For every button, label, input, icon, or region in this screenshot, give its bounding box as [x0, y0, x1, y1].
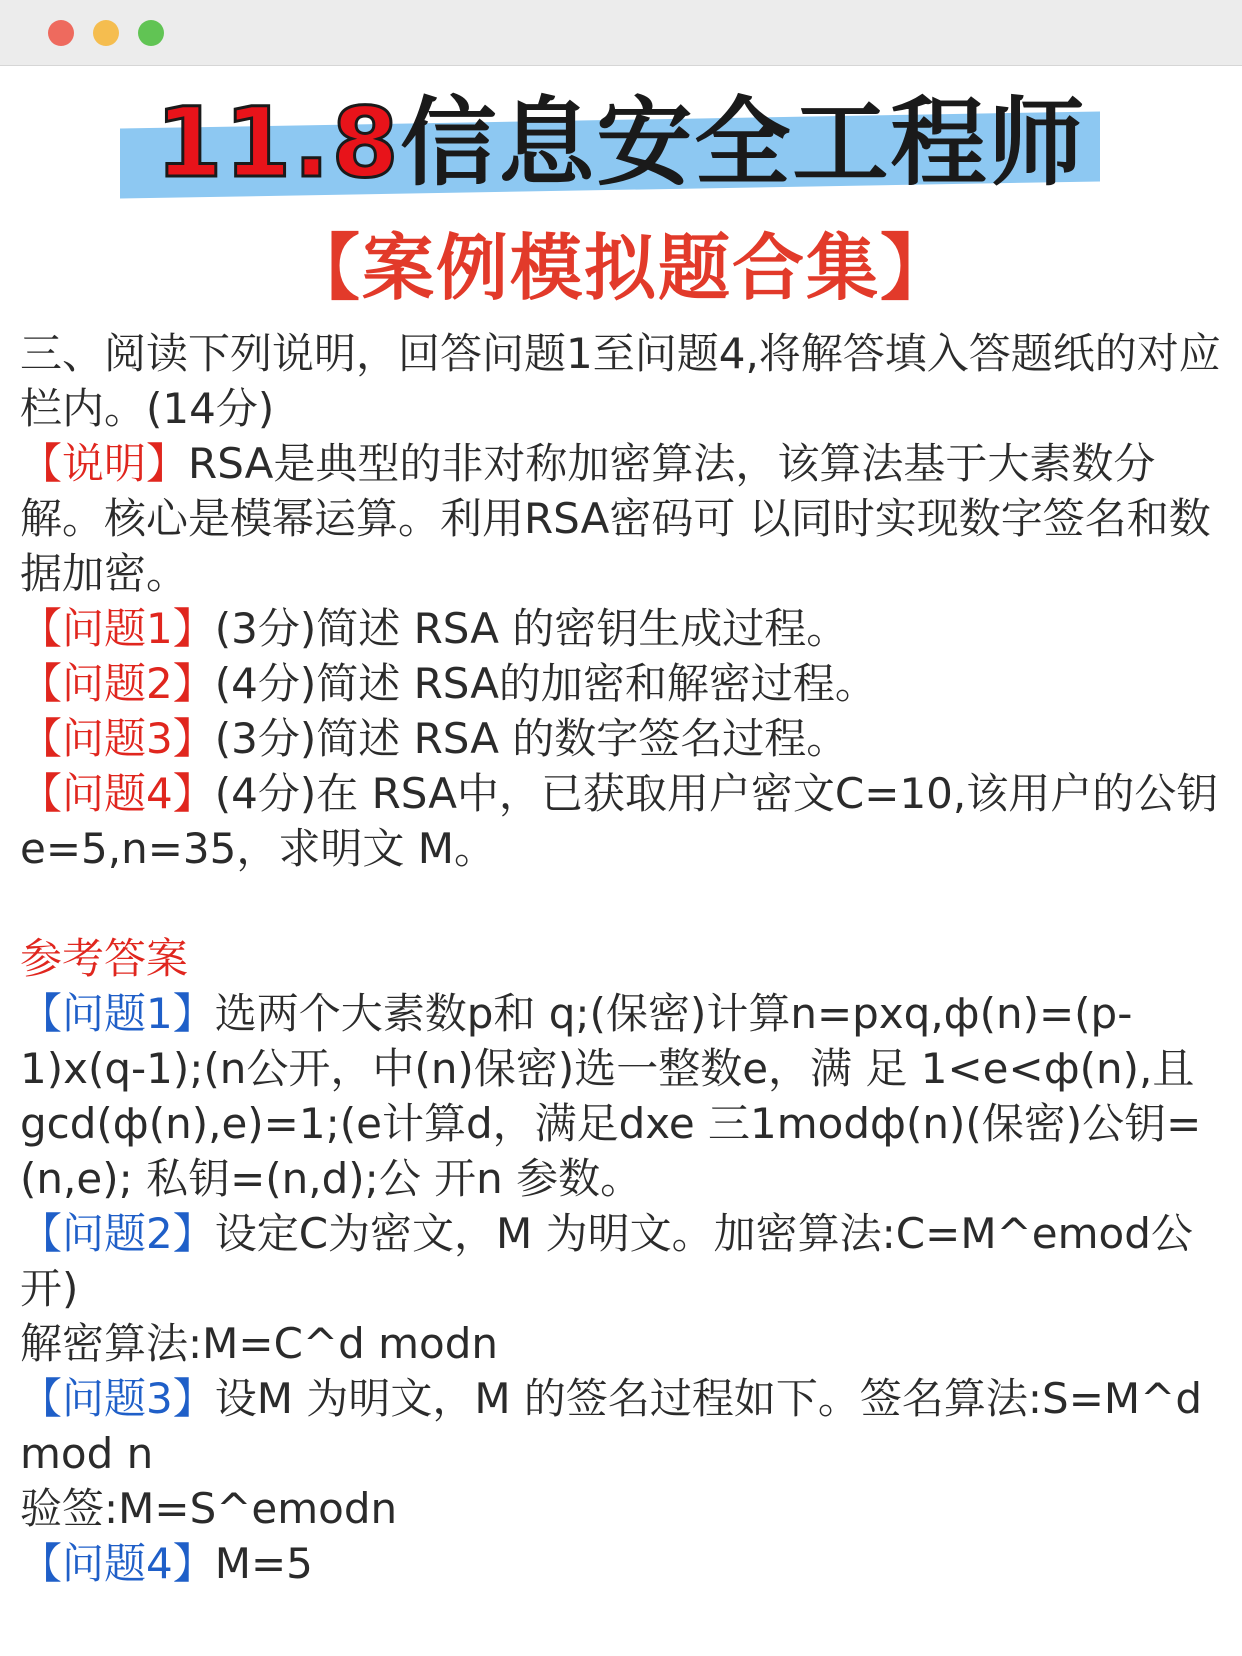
- answer-tag-4: 【问题4】: [20, 1539, 215, 1588]
- question-intro: 三、阅读下列说明，回答问题1至问题4,将解答填入答题纸的对应栏内。(14分): [20, 329, 1221, 433]
- question-item-1: [20, 601, 1224, 656]
- answer-item-3: [20, 1371, 1224, 1481]
- answer-text-4: M=5: [214, 1539, 313, 1588]
- page-title: [0, 88, 1242, 198]
- answer-item-1: [20, 986, 1224, 1206]
- answer-3-verify: 验签:M=S^emodn: [20, 1484, 398, 1533]
- title-text: 信息安全工程师: [400, 87, 1087, 199]
- answer-tag-3: 【问题3】: [20, 1374, 215, 1423]
- question-tag-3: 【问题3】: [20, 714, 215, 763]
- section-spacer: [20, 876, 1224, 931]
- question-tag-1: 【问题1】: [20, 604, 215, 653]
- description-text: RSA是典型的非对称加密算法，该算法基于大素数分解。核心是模幂运算。利用RSA密码可 以同时实现数字签名和数据加密。: [20, 439, 1211, 598]
- answer-item-2: [20, 1206, 1224, 1316]
- question-item-4: [20, 766, 1224, 876]
- description-tag: 【说明】: [20, 439, 189, 488]
- document-body: [0, 326, 1242, 1591]
- answer-2-decrypt: 解密算法:M=C^d modn: [20, 1319, 498, 1368]
- title-banner: [0, 66, 1242, 226]
- question-item-2: [20, 656, 1224, 711]
- answer-text-3: 设M 为明文，M 的签名过程如下。签名算法:S=M^d mod n: [20, 1374, 1203, 1478]
- question-text-4: (4分)在 RSA中，已获取用户密文C=10,该用户的公钥e=5,n=35，求明文 M。: [20, 769, 1219, 873]
- answer-tag-2: 【问题2】: [20, 1209, 215, 1258]
- minimize-window-icon[interactable]: [93, 20, 119, 46]
- page-subtitle: 【案例模拟题合集】: [287, 226, 954, 310]
- window-titlebar: [0, 0, 1242, 66]
- description-paragraph: [20, 436, 1224, 601]
- answers-heading: 参考答案: [20, 934, 189, 983]
- question-text-2: (4分)简述 RSA的加密和解密过程。: [214, 659, 877, 708]
- answer-text-1: 选两个大素数p和 q;(保密)计算n=pxq,ф(n)=(p-1)x(q-1);(n公开，中(n)保密)选一整数e，满 足 1<e<ф(n),且 gcd(ф(n),e)=1;(e计算d，满足dxe 三1modф(n)(保密)公钥=(n,e); 私钥=(n,d);公 开n 参数。: [20, 989, 1202, 1203]
- question-text-1: (3分)简述 RSA 的密钥生成过程。: [214, 604, 849, 653]
- question-text-3: (3分)简述 RSA 的数字签名过程。: [214, 714, 849, 763]
- question-item-3: [20, 711, 1224, 766]
- answer-text-2: 设定C为密文，M 为明文。加密算法:C=M^emod公开): [20, 1209, 1193, 1313]
- close-window-icon[interactable]: [48, 20, 74, 46]
- question-tag-2: 【问题2】: [20, 659, 215, 708]
- maximize-window-icon[interactable]: [138, 20, 164, 46]
- title-number: 11.8: [155, 87, 401, 199]
- question-tag-4: 【问题4】: [20, 769, 215, 818]
- answer-item-4: [20, 1536, 1224, 1591]
- answer-tag-1: 【问题1】: [20, 989, 215, 1038]
